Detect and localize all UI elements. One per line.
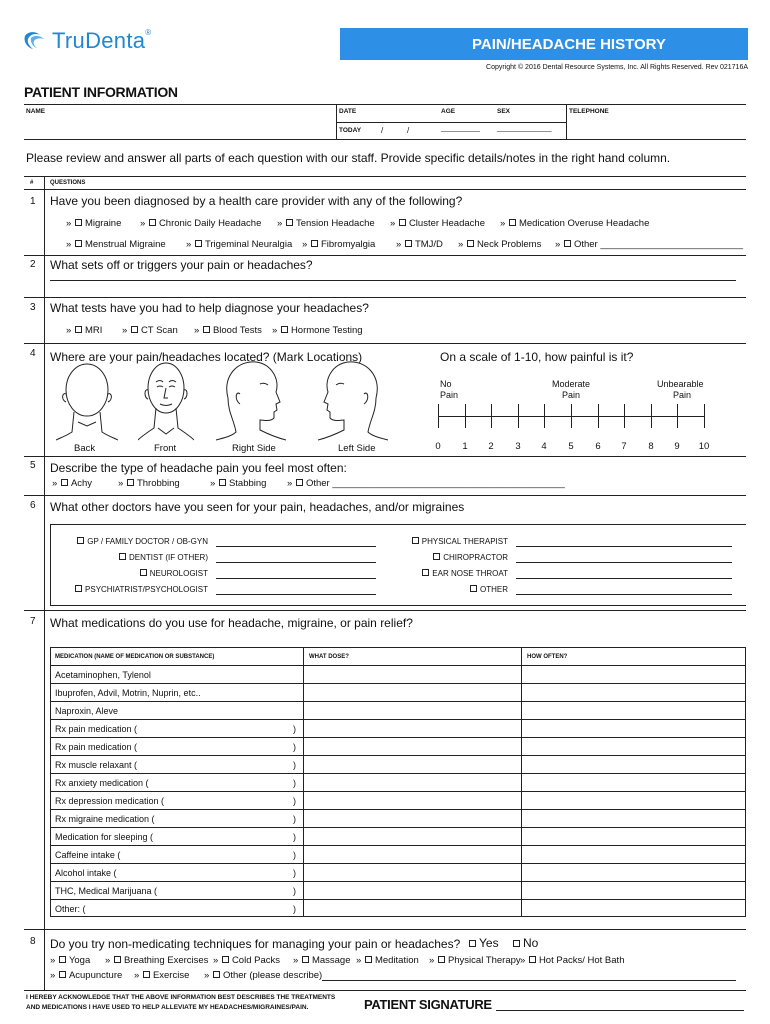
q3-number: 3 (30, 302, 36, 313)
scale-number: 9 (674, 441, 680, 452)
name-label: NAME (26, 108, 46, 115)
form-title: PAIN/HEADACHE HISTORY (472, 35, 666, 53)
medication-paren: ) (293, 796, 296, 806)
q1-option-overuse[interactable]: » Medication Overuse Headache (500, 218, 650, 229)
medication-row[interactable] (51, 720, 745, 738)
medication-paren: ) (293, 904, 296, 914)
scale-tick[interactable] (598, 404, 599, 428)
scale-tick[interactable] (624, 404, 625, 428)
q2-text: What sets off or triggers your pain or headaches? (50, 258, 313, 272)
intro-text: Please review and answer all parts of each question with our staff. Provide specific details/notes in the right hand column. (26, 151, 671, 165)
medication-paren: ) (293, 814, 296, 824)
doctor-option-left[interactable]: GP / FAMILY DOCTOR / OB-GYN (76, 537, 208, 546)
scale-mid-label-1: Moderate (552, 379, 591, 389)
doctor-option-right[interactable]: CHIROPRACTOR (432, 553, 508, 562)
brand-trademark: ® (145, 28, 152, 37)
head-front-view[interactable] (138, 358, 194, 442)
scale-number: 10 (698, 441, 710, 452)
q1-option-tension[interactable]: » Tension Headache (277, 218, 375, 229)
q3-option-blood[interactable]: » Blood Tests (194, 325, 262, 336)
scale-number: 5 (568, 441, 574, 452)
q7-number: 7 (30, 616, 36, 627)
date-slash-2[interactable]: / (407, 126, 410, 135)
num-header: # (30, 180, 34, 186)
medication-row[interactable] (51, 882, 745, 900)
q8-other-line[interactable] (322, 980, 736, 981)
telephone-field[interactable] (566, 105, 746, 139)
acknowledgement (26, 993, 346, 1013)
medication-name: THC, Medical Marijuana ( (55, 886, 158, 896)
questions-header (24, 176, 746, 190)
scale-number: 7 (621, 441, 627, 452)
doctor-option-left[interactable]: DENTIST (IF OTHER) (118, 553, 208, 562)
q1-text: Have you been diagnosed by a health care provider with any of the following? (50, 194, 463, 208)
q8-no[interactable]: No (512, 936, 538, 950)
tooth-swirl-icon (22, 30, 48, 52)
q8-option-hotpacks[interactable]: » Hot Packs/ Hot Bath (520, 955, 625, 966)
doctor-line[interactable] (216, 562, 376, 563)
q1-option-chronic[interactable]: » Chronic Daily Headache (140, 218, 262, 229)
medication-row[interactable] (51, 666, 745, 684)
medication-name: Rx pain medication ( (55, 724, 138, 734)
doctor-line[interactable] (516, 578, 732, 579)
q3-option-hormone[interactable]: » Hormone Testing (272, 325, 363, 336)
medication-row[interactable] (51, 846, 745, 864)
q8-option-breathing[interactable]: » Breathing Exercises (105, 955, 209, 966)
age-field[interactable]: __________ (441, 125, 480, 132)
date-label: DATE (339, 108, 357, 115)
today-label: TODAY (339, 127, 362, 134)
q7-text: What medications do you use for headache, migraine, or pain relief? (50, 616, 413, 630)
q1-option-migraine[interactable]: » Migraine (66, 218, 122, 229)
q1-option-cluster[interactable]: » Cluster Headache (390, 218, 485, 229)
medication-paren: ) (293, 850, 296, 860)
medication-name: Naproxin, Aleve (55, 706, 119, 716)
med-col-dose: WHAT DOSE? (309, 654, 349, 660)
scale-number: 4 (541, 441, 547, 452)
brand-name: TruDenta (52, 28, 146, 53)
scale-number: 2 (488, 441, 494, 452)
scale-number: 1 (462, 441, 468, 452)
medication-name: Acetaminophen, Tylenol (55, 670, 151, 680)
scale-mid-label-2: Pain (562, 390, 581, 400)
q5-number: 5 (30, 460, 36, 471)
q8-yes[interactable]: Yes (468, 936, 499, 950)
medication-row[interactable] (51, 738, 745, 756)
doctor-line[interactable] (516, 562, 732, 563)
head-right-side-view[interactable] (214, 358, 286, 442)
scale-number: 6 (595, 441, 601, 452)
view-label-back: Back (74, 443, 96, 454)
doctor-line[interactable] (216, 594, 376, 595)
q8-number: 8 (30, 936, 36, 947)
view-label-right: Right Side (232, 443, 276, 454)
q1-option-other[interactable]: » Other ___________________________ (555, 239, 743, 250)
date-slash-1[interactable]: / (381, 126, 384, 135)
q5-option-throbbing[interactable]: » Throbbing (118, 478, 180, 489)
questions-header-label: QUESTIONS (50, 180, 86, 186)
q8-option-cold[interactable]: » Cold Packs (213, 955, 280, 966)
medication-row[interactable] (51, 864, 745, 882)
q3-option-mri[interactable]: » MRI (66, 325, 103, 336)
medication-name: Ibuprofen, Advil, Motrin, Nuprin, etc.. (55, 688, 201, 698)
date-cell (336, 105, 566, 139)
medication-row[interactable] (51, 684, 745, 702)
q8-option-massage[interactable]: » Massage (293, 955, 351, 966)
medication-name: Rx migraine medication ( (55, 814, 155, 824)
medication-name: Other: ( (55, 904, 86, 914)
signature-label: PATIENT SIGNATURE (364, 997, 492, 1012)
medication-paren: ) (293, 760, 296, 770)
patient-info-table (24, 104, 746, 140)
q8-text: Do you try non-medicating techniques for managing your pain or headaches? (50, 937, 461, 951)
q8-option-acupuncture[interactable]: » Acupuncture (50, 970, 123, 981)
medication-paren: ) (293, 832, 296, 842)
medication-row[interactable] (51, 828, 745, 846)
doctor-option-left[interactable]: NEUROLOGIST (139, 569, 208, 578)
scale-number: 0 (435, 441, 441, 452)
medication-name: Alcohol intake ( (55, 868, 117, 878)
medication-row[interactable] (51, 810, 745, 828)
q1-option-trigeminal[interactable]: » Trigeminal Neuralgia (186, 239, 293, 250)
scale-tick[interactable] (438, 404, 439, 428)
scale-tick[interactable] (518, 404, 519, 428)
telephone-label: TELEPHONE (569, 108, 609, 115)
medication-name: Rx anxiety medication ( (55, 778, 149, 788)
q1-option-neck[interactable]: » Neck Problems (458, 239, 542, 250)
q3-text: What tests have you had to help diagnose your headaches? (50, 301, 369, 315)
ack-line-1: I HEREBY ACKNOWLEDGE THAT THE ABOVE INFORMATION BEST DESCRIBES THE TREATMENTS (26, 994, 336, 1001)
ack-line-2: AND MEDICATIONS I HAVE USED TO HELP ALLEVIATE MY HEADACHES/MIGRAINES/PAIN. (26, 1004, 309, 1011)
q8-option-exercise[interactable]: » Exercise (134, 970, 190, 981)
scale-tick[interactable] (571, 404, 572, 428)
scale-tick[interactable] (465, 404, 466, 428)
doctor-line[interactable] (516, 594, 732, 595)
scale-tick[interactable] (544, 404, 545, 428)
patient-info-heading: PATIENT INFORMATION (24, 84, 178, 100)
scale-low-label-2: Pain (440, 390, 459, 400)
scale-number: 8 (648, 441, 654, 452)
head-left-side-view[interactable] (318, 358, 390, 442)
scale-tick[interactable] (491, 404, 492, 428)
medication-row[interactable] (51, 702, 745, 720)
doctor-line[interactable] (216, 578, 376, 579)
doctor-option-right[interactable]: EAR NOSE THROAT (421, 569, 508, 578)
medication-paren: ) (293, 886, 296, 896)
scale-question: On a scale of 1-10, how painful is it? (440, 350, 634, 364)
q1-option-fibromyalgia[interactable]: » Fibromyalgia (302, 239, 376, 250)
medication-paren: ) (293, 868, 296, 878)
trudenta-logo (22, 28, 152, 54)
q5-option-stabbing[interactable]: » Stabbing (210, 478, 267, 489)
q1-number: 1 (30, 196, 36, 207)
med-col-often: HOW OFTEN? (527, 654, 568, 660)
form-title-bar (340, 28, 748, 60)
medication-name: Medication for sleeping ( (55, 832, 154, 842)
view-label-left: Left Side (338, 443, 376, 454)
q4-number: 4 (30, 348, 36, 359)
head-back-view[interactable] (56, 360, 118, 442)
medication-row[interactable] (51, 756, 745, 774)
scale-high-label-1: Unbearable (657, 379, 704, 389)
medication-name: Rx pain medication ( (55, 742, 138, 752)
q2-answer-line[interactable] (50, 280, 736, 281)
q8-option-pt[interactable]: » Physical Therapy (429, 955, 521, 966)
view-label-front: Front (154, 443, 177, 454)
q2-number: 2 (30, 259, 36, 270)
medication-name: Rx muscle relaxant ( (55, 760, 138, 770)
scale-number: 3 (515, 441, 521, 452)
medication-row[interactable] (51, 900, 745, 918)
medications-table-header (51, 648, 745, 666)
scale-low-label-1: No (440, 379, 452, 389)
medication-paren: ) (293, 778, 296, 788)
name-field[interactable] (24, 105, 336, 139)
q3-option-ct[interactable]: » CT Scan (122, 325, 178, 336)
pain-scale[interactable] (438, 404, 704, 428)
q8-option-yoga[interactable]: » Yoga (50, 955, 91, 966)
doctor-line[interactable] (216, 546, 376, 547)
q6-number: 6 (30, 500, 36, 511)
q8-option-meditation[interactable]: » Meditation (356, 955, 419, 966)
q1-option-tmj[interactable]: » TMJ/D (396, 239, 443, 250)
scale-tick[interactable] (704, 404, 705, 428)
sex-label: SEX (497, 108, 511, 115)
q8-option-other[interactable]: » Other (please describe) (204, 970, 323, 981)
scale-tick[interactable] (677, 404, 678, 428)
scale-tick[interactable] (651, 404, 652, 428)
medication-paren: ) (293, 724, 296, 734)
signature-line[interactable] (496, 1010, 744, 1011)
scale-high-label-2: Pain (673, 390, 692, 400)
medication-row[interactable] (51, 774, 745, 792)
q5-option-other[interactable]: » Other ____________________________________________ (287, 478, 565, 489)
medication-name: Rx depression medication ( (55, 796, 165, 806)
doctor-option-right[interactable]: OTHER (469, 585, 508, 594)
q6-text: What other doctors have you seen for your pain, headaches, and/or migraines (50, 500, 465, 514)
copyright: Copyright © 2016 Dental Resource Systems, Inc. All Rights Reserved. Rev 021716A (486, 64, 748, 71)
med-col-name: MEDICATION (NAME OF MEDICATION OR SUBSTANCE) (55, 654, 215, 660)
medications-table (50, 647, 746, 917)
doctor-option-left[interactable]: PSYCHIATRIST/PSYCHOLOGIST (74, 585, 208, 594)
doctor-line[interactable] (516, 546, 732, 547)
sex-field[interactable]: ______________ (497, 125, 552, 132)
q5-option-achy[interactable]: » Achy (52, 478, 93, 489)
medication-row[interactable] (51, 792, 745, 810)
q1-option-menstrual[interactable]: » Menstrual Migraine (66, 239, 166, 250)
medication-name: Caffeine intake ( (55, 850, 121, 860)
medication-paren: ) (293, 742, 296, 752)
q4-text: Where are your pain/headaches located? (Mark Locations) (50, 350, 363, 364)
doctor-option-right[interactable]: PHYSICAL THERAPIST (411, 537, 508, 546)
q5-text: Describe the type of headache pain you feel most often: (50, 461, 347, 475)
age-label: AGE (441, 108, 456, 115)
